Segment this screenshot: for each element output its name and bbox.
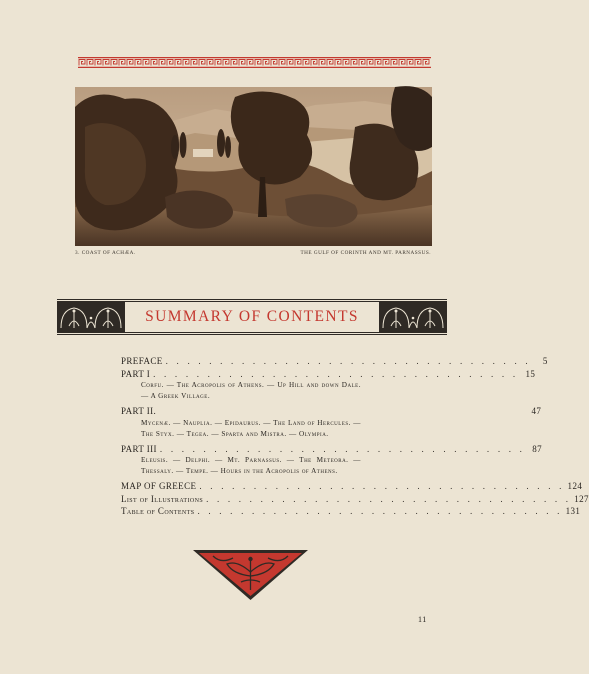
entry-page: 15: [525, 368, 536, 379]
leader-dots: [159, 405, 524, 418]
entry-page: 127: [574, 493, 589, 504]
photo-caption-left: 3. COAST OF ACHÆA.: [75, 250, 136, 256]
entry-label: List of Illustrations: [121, 493, 204, 504]
contents-entry-illustrations[interactable]: [121, 493, 589, 506]
leader-dots: . . . . . . . . . . . . . . . . . . . . . . . . . . . . . . . . . .: [206, 493, 572, 504]
summary-of-contents-list: [121, 355, 589, 518]
greek-key-border: [78, 57, 431, 68]
entry-page: 131: [565, 506, 581, 516]
contents-entry-part-3[interactable]: [121, 443, 543, 456]
leader-dots: . . . . . . . . . . . . . . . . . . . . . . . . . . . . . . . . . .: [159, 443, 526, 454]
contents-entry-part-2[interactable]: [121, 405, 542, 418]
entry-label: MAP OF GREECE: [121, 481, 197, 491]
page-heading: SUMMARY OF CONTENTS: [145, 308, 359, 325]
contents-entry-preface[interactable]: [121, 355, 548, 368]
contents-entry-table[interactable]: [121, 505, 581, 518]
part-3-topics: Eleusis. — Delphi. — Mt. Parnassus. — The Meteora. — Thessaly. — Tempe. — Hours in the Acropolis of Athens.: [141, 456, 361, 475]
heading-banner: [57, 299, 447, 335]
contents-entry-map[interactable]: [121, 480, 583, 493]
entry-label: PART III: [121, 443, 157, 454]
entry-page: 87: [532, 443, 543, 454]
contents-entry-part-1[interactable]: [121, 368, 536, 381]
leader-dots: . . . . . . . . . . . . . . . . . . . . . . . . . . . . . . . . . .: [153, 368, 519, 379]
entry-page: 5: [542, 356, 548, 366]
entry-page: 47: [531, 406, 542, 416]
triangular-ornament: [193, 550, 308, 600]
part-2-topics: Mycenæ. — Nauplia. — Epidaurus. — The Land of Hercules. — The Styx. — Tegea. — Sparta and Mistra. — Olympia.: [141, 418, 361, 438]
entry-label: PART I: [121, 368, 151, 379]
leader-dots: . . . . . . . . . . . . . . . . . . . . . . . . . . . . . . . . . .: [199, 481, 565, 491]
leader-dots: . . . . . . . . . . . . . . . . . . . . . . . . . . . . . . . . . .: [197, 506, 563, 516]
page-number: 11: [418, 615, 427, 624]
leader-dots: . . . . . . . . . . . . . . . . . . . . . . . . . . . . . . . . . .: [165, 356, 531, 366]
photograph-coast-of-achaea: [75, 87, 432, 246]
entry-label: PART II.: [121, 406, 157, 416]
entry-page: 124: [567, 481, 583, 491]
photo-caption-right: THE GULF OF CORINTH AND MT. PARNASSUS.: [300, 250, 431, 256]
entry-label: Table of Contents: [121, 506, 195, 516]
anthemion-ornament-right: [379, 302, 447, 332]
entry-label: PREFACE: [121, 356, 163, 366]
part-1-topics: Corfu. — The Acropolis of Athens. — Up Hill and down Dale. — A Greek Village.: [141, 381, 361, 400]
anthemion-ornament-left: [57, 302, 125, 332]
